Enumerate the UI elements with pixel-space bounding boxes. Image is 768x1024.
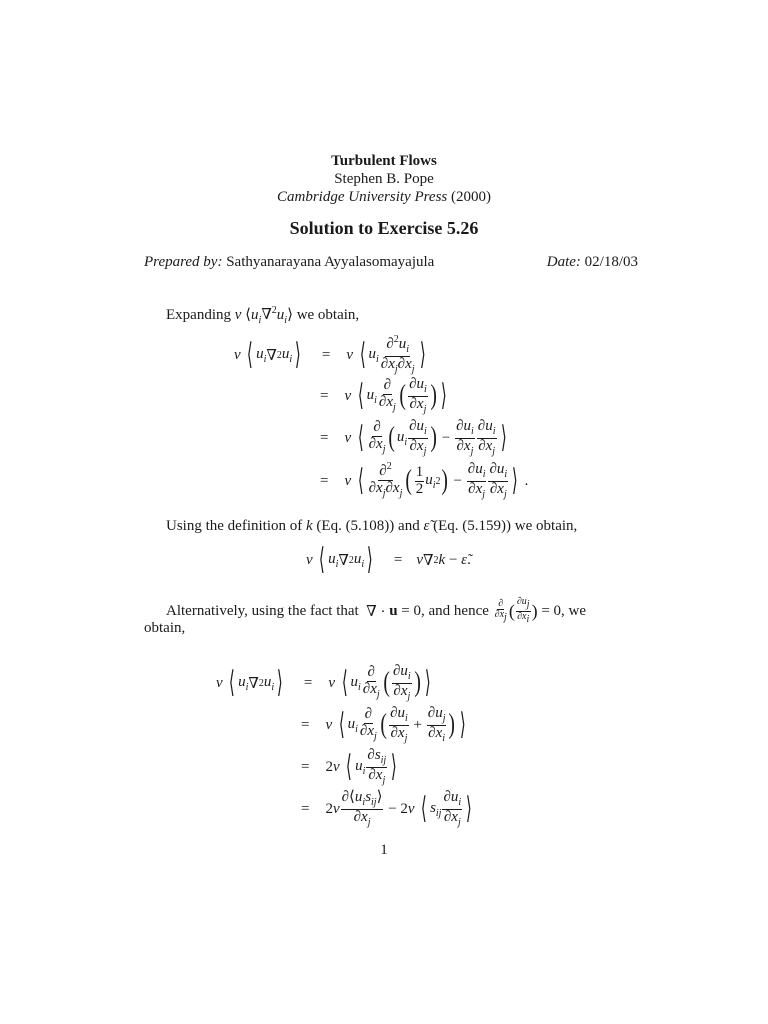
p2-prefix: Using the definition of [166, 518, 303, 534]
paragraph-obtain: obtain, [144, 620, 186, 636]
year: (2000) [451, 189, 491, 205]
date-label: Date: [546, 254, 581, 270]
exercise-title: Solution to Exercise 5.26 [289, 218, 479, 238]
prepared-by-label: Prepared by: [144, 254, 223, 270]
author: Stephen B. Pope [334, 171, 434, 187]
eq3-line3: = 2 ν ⟨ $u_i$ $\partial s_{ij}$ $\partial x_j$ ⟩ [301, 747, 398, 786]
p3-mid: and hence [428, 602, 489, 619]
eq1-line4: = ν ⟨ ∂$^2$ $\partial x_j\partial x_j$ ( 1 2 $u_i$ 2 ) − $\partial u_i$ $\partial x_j$ $\partial u_i$ $\partial x_j$ ⟩ . [320, 461, 529, 500]
prepared-by-name: Sathyanarayana Ayyalasomayajula [226, 254, 435, 270]
paragraph-definition: Using the definition of k (Eq. (5.108)) and ε̃ (Eq. (5.159)) we obtain, [166, 518, 578, 534]
paragraph-expanding: Expanding ν $⟨u_i\nabla^2u_i⟩$ we obtain, [166, 305, 360, 326]
date-value: 02/18/03 [584, 254, 638, 270]
equation-2: ν ⟨ $u_i$ ∇ 2 $u_i$ ⟩ = ν ∇ 2 k − ε̃ . [306, 543, 471, 576]
eq3-line4: = 2 ν $\partial⟨u_is_{ij}⟩$ $\partial x_j$ − 2 ν ⟨ $s_{ij}$ $\partial u_i$ $\partial x_j$ ⟩ [301, 789, 472, 828]
p2-mid2: (Eq. (5.159)) we obtain, [433, 518, 578, 534]
page-number: 1 [380, 842, 388, 858]
p3-suffix: = 0, we [541, 602, 587, 619]
date [547, 254, 638, 271]
eq3-line2: = ν ⟨ $u_i$ ∂ $\partial x_j$ ( $\partial u_i$ $\partial x_j$ + $\partial u_j$ $\partial x_i$ ) ⟩ [301, 705, 466, 744]
eq3-line1: ν ⟨ $u_i$ ∇ 2 $u_i$ ⟩ = ν ⟨ $u_i$ ∂ $\partial x_j$ ( $\partial u_i$ $\partial x_j$ ) ⟩ [216, 663, 431, 702]
eq1-line2: = ν ⟨ $u_i$ ∂ $\partial x_j$ ( $\partial u_i$ $\partial x_j$ ) ⟩ [320, 376, 447, 415]
publisher-line [0, 189, 768, 206]
publisher: Cambridge University Press [276, 189, 448, 205]
prepared-by [144, 254, 434, 271]
book-title: Turbulent Flows [331, 153, 437, 169]
p3-prefix: Alternatively, using the fact that [166, 602, 359, 619]
p1-prefix: Expanding [166, 307, 231, 323]
p2-mid1: (Eq. (5.108)) and [316, 518, 420, 534]
p1-suffix: we obtain, [296, 307, 360, 323]
eq1-line3: = ν ⟨ ∂ $\partial x_j$ ( $u_i$ $\partial u_i$ $\partial x_j$ ) − $\partial u_i$ $\partial x_j$ $\partial u_i$ $\partial x_j$ ⟩ [320, 418, 507, 457]
eq1-line1: ν ⟨ $u_i$ ∇ 2 $u_i$ ⟩ = ν ⟨ $u_i$ $\partial^2u_i$ $\partial x_j\partial x_j$ ⟩ [234, 334, 426, 375]
paragraph-alternatively: Alternatively, using the fact that ∇ · u = 0, and hence ∂ $\partial x_j$ ( $\partial u_j$ $\partial x_i$ ) = 0, we [166, 596, 587, 625]
